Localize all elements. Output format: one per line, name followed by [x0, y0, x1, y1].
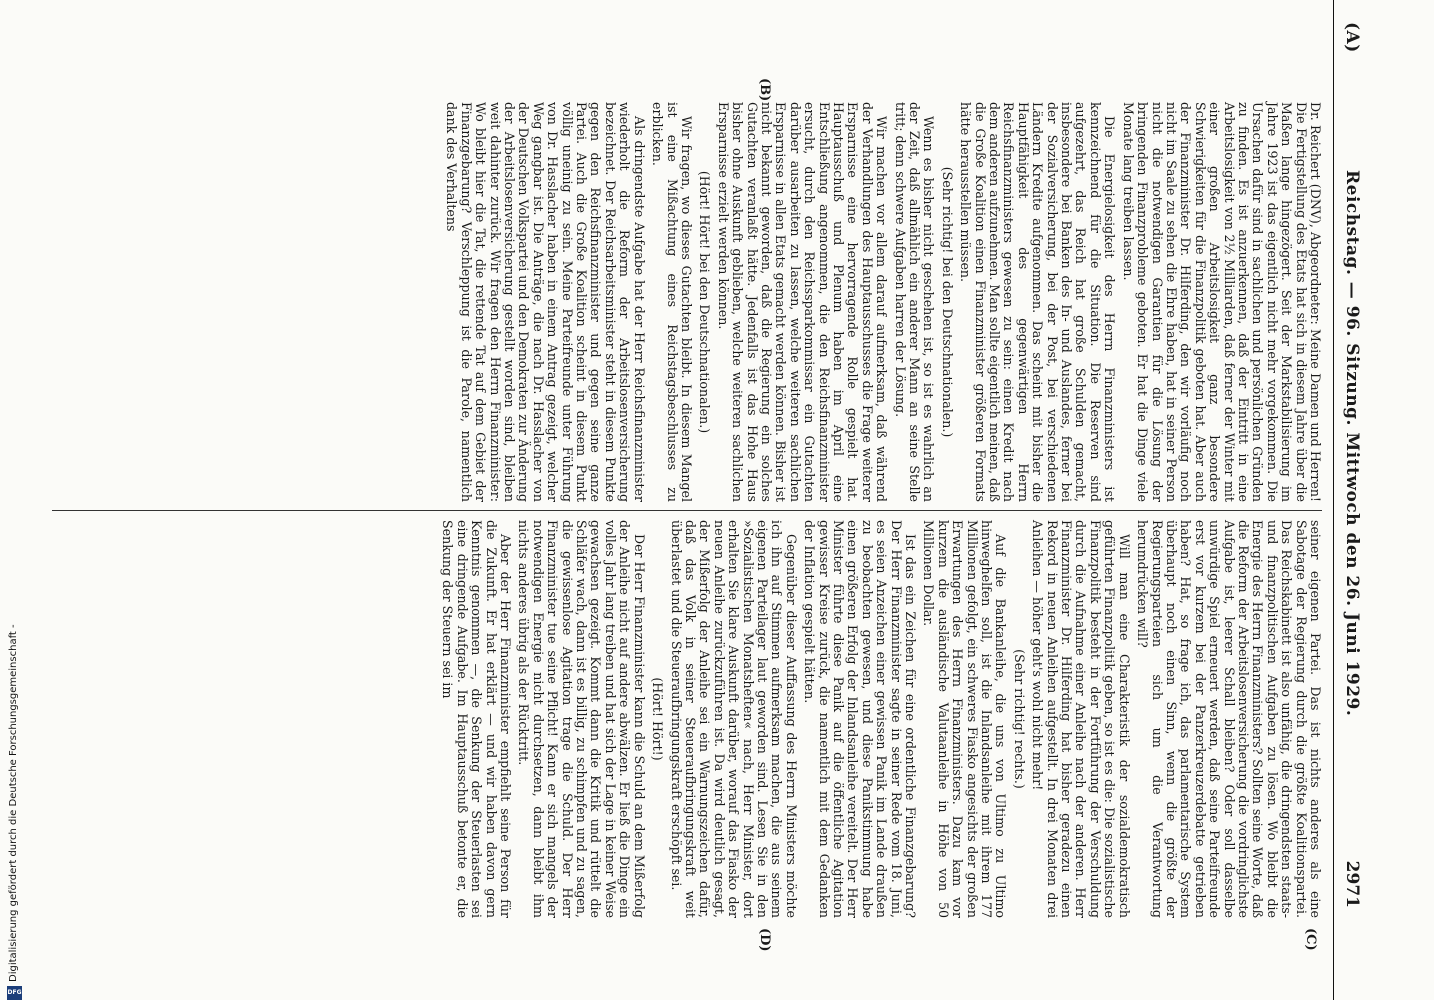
paragraph: seiner eigenen Partei. Das ist nichts anderes als eine Sabotage der Regierung durch die größte Koalitionspartei. Das Reichskabinett ist also unfähig, die dringendsten staats- und finanzpolitischen Aufgaben zu lösen. Wo bleibt die Energie des Herrn Finanzministers? Sollten seine Worte, daß die Reform der Arbeitslosenversicherung die vordringlichste Aufgabe ist, leerer Schall bleiben? Oder soll dasselbe unwürdige Spiel erneuert werden, daß seine Parteifreunde erst vor kurzem bei der Panzerkreuzerdebatte getrieben haben? Hat, so frage ich, das parlamentarische System überhaupt noch einen Sinn, wenn die größte der Regierungsparteien sich um die Verantwortung herumdrücken will?	[1135, 520, 1323, 918]
credit-text: Digitalisierung gefördert durch die Deutsche Forschungsgemeinschaft -	[8, 624, 19, 982]
page-title: Reichstag. — 96. Sitzung. Mittwoch den 26. Juni 1929.	[1342, 170, 1362, 717]
margin-marker-d: (D)	[757, 928, 772, 952]
left-column	[440, 102, 1322, 502]
interjection: (Hört! Hört!)	[650, 677, 666, 761]
paragraph: Will man eine Charakteristik der sozialdemokratisch geführten Finanzpolitik geben, so ist es die: Die sozialistische Finanzpolitik besteht in der Fortführung der Verschuldung durch die Aufnahme einer Anleihe nach der anderen. Herr Finanzminister Dr. Hilferding hat bisher geradezu einen Rekord in neuen Anleihen aufgestellt. In drei Monaten drei Anleihen — höher geht's wohl nicht mehr!	[1030, 520, 1132, 918]
right-column	[436, 520, 1322, 918]
paragraph: Wir machen vor allem darauf aufmerksam, daß während der Verhandlungen des Hauptausschusses die Frage weiterer Ersparnisse eine hervorragende Rolle gespielt hat. Hauptausschuß und Plenum haben im April eine Entschließung angenommen, die den Reichsfinanzminister ersucht, durch den Reichssparkommissar ein Gutachten darüber ausarbeiten zu lassen, welche weiteren sachlichen Ersparnisse in allen Etats gemacht werden können. Bisher ist nicht bekannt geworden, daß die Regierung ein solches Gutachten veranlaßt hätte. Jedenfalls ist das Hohe Haus bisher ohne Auskunft geblieben, welche weiteren sachlichen Ersparnisse erzielt werden können.	[715, 102, 890, 502]
paragraph: Der Herr Finanzminister kann die Schuld an dem Mißerfolg der Anleihe nicht auf andere abwälzen. Er ließ die Dinge ein volles Jahr lang treiben und hat sich der Lage in keiner Weise gewachsen gezeigt. Kommt dann die Kritik und rüttelt die Schläfer wach, dann ist es billig, zu schimpfen und zu sagen, die gewissenlose Agitation trage die Schuld. Der Herr Finanzminister tue seine Pflicht! Kann er sich mangels der notwendigen Energie nicht durchsetzen, dann bleibt ihm nichts anderes übrig als der Rücktritt.	[516, 520, 647, 918]
interjection: (Sehr richtig! rechts.)	[1011, 649, 1027, 789]
paragraph: Dr. Reichert (DNV), Abgeordneter: Meine Damen und Herren! Die Fertigstellung des Etats hat sich in diesem Jahre über die Maßen lange hingezögert. Seit der Markstabilisierung im Jahre 1923 ist das eigentlich nicht mehr vorgekommen. Die Ursachen dafür sind in sachlichen und persönlichen Gründen zu finden. Es ist anzuerkennen, daß der Eintritt in eine Arbeitslosigkeit von 2½ Milliarden, daß ferner der Winter mit einer großen Arbeitslosigkeit ganz besondere Schwierigkeiten für die Finanzpolitik geboten hat. Aber auch der Finanzminister Dr. Hilferding, den wir vorläufig noch nicht im Saale zu sehen die Ehre haben, hat in seiner Person nicht die notwendigen Garantien für die Lösung der bringenden Finanzprobleme geboten. Er hat die Dinge viele Monate lang treiben lassen.	[1120, 102, 1323, 502]
paragraph: Als dringendste Aufgabe hat der Herr Reichsfinanzminister wiederholt die Reform der Arbeitslosenversicherung bezeichnet. Der Reichsarbeitsminister steht in diesem Punkte gegen den Reichsfinanzminister und gegen seine ganze Partei. Auch die Große Koalition scheint in diesem Punkt völlig uneinig zu sein. Meine Parteifreunde unter Führung von Dr. Hasslacher haben in einem Antrag gezeigt, welcher Weg gangbar ist. Die Anträge, die nach Dr. Hasslacher von der Deutschen Volkspartei und den Demokraten zur Änderung der Arbeitslosenversicherung gestellt worden sind, bleiben weit dahinter zurück. Wir fragen den Herrn Finanzminister: Wo bleibt hier die Tat, die rettende Tat auf dem Gebiet der Finanzgebarung? Verschleppung ist die Parole, namentlich dank des Verhaltens	[444, 102, 647, 502]
digitization-credit	[6, 612, 24, 1000]
interjection: (Hört! Hört! bei den Deutschnationalen.)	[697, 170, 713, 434]
paragraph: Gegenüber dieser Auffassung des Herrn Ministers möchte ich ihn auf Stimmen aufmerksam machen, die aus seinem eigenen Parteilager laut geworden sind. Lesen Sie in den »Sozialistischen Monatsheften« nach, Herr Minister, dort erhalten Sie klare Auskunft darüber, worauf das Fiasko der neuen Anleihe zurückzuführen ist. Da wird deutlich gesagt, der Mißerfolg der Anleihe sei ein Warnungszeichen dafür, daß das Volk in seiner Steueraufbringungskraft weit überlastet und die Steueraufbringungskraft erschöpft sei.	[668, 520, 799, 918]
dfg-logo-icon: DFG	[7, 986, 22, 1000]
paragraph: Die Energielosigkeit des Herrn Finanzministers ist kennzeichnend für die Situation. Die Reserven sind aufgezehrt, das Reich hat große Schulden gemacht, insbesondere bei Banken des In- und Auslandes, ferner bei der Sozialversicherung, bei der Post, bei verschiedenen Ländern Kredite aufgenommen. Das scheint mit bisher die Hauptfähigkeit des gegenwärtigen Herrn Reichsfinanzministers gewesen zu sein: einen Kredit nach dem anderen aufzunehmen. Man sollte eigentlich meinen, daß die Große Koalition einen Finanzminister größeren Formats hätte herausstellen müssen.	[958, 102, 1118, 503]
paragraph: Ist das ein Zeichen für eine ordentliche Finanzgebarung? Der Herr Finanzminister sagte in seiner Rede vom 18. Juni, es seien Anzeichen einer gewissen Panik im Lande draußen zu beobachten gewesen, und diese Panikstimmung habe einen größeren Erfolg der Inlandsanleihe vereitelt. Der Herr Minister führte diese Panik auf die öffentliche Agitation gewisser Kreise zurück, die namentlich mit dem Gedanken der Inflation gespielt hätten.	[802, 520, 919, 918]
paragraph: Auf die Bankanleihe, die uns von Ultimo zu Ultimo hinweghelfen soll, ist die Inlandsanleihe mit ihrem 177 Millionen gefolgt, ein schweres Fiasko angesichts der großen Erwartungen des Herrn Finanzministers. Dazu kam vor kurzem die ausländische Valutaanleihe in Höhe von 50 Millionen Dollar.	[921, 520, 1009, 918]
paragraph: Wir fragen, wo dieses Gutachten bleibt. In diesem Mangel ist eine Mißachtung eines Reichstagsbeschlusses zu erblicken.	[650, 102, 694, 502]
column-divider	[52, 510, 1322, 511]
page-number: 2971	[1342, 860, 1362, 908]
paragraph: Wenn es bisher nicht geschehen ist, so ist es wahrlich an der Zeit, daß allmählich ein anderer Mann an seine Stelle tritt; denn schwere Aufgaben harren der Lösung.	[892, 102, 937, 502]
margin-marker-b: (B)	[757, 78, 772, 102]
paragraph: Aber der Herr Finanzminister empfiehlt seine Person für die Zukunft. Er hat erklärt — und wir haben davon gern Kenntnis genommen —, die Senkung der Steuerlasten sei eine dringende Aufgabe. Im Hauptausschuß betonte er, die Senkung der Steuern sei im	[440, 520, 514, 918]
margin-marker-c: (C)	[1303, 928, 1318, 951]
margin-marker-a: (A)	[1342, 22, 1362, 53]
page-header	[1333, 0, 1364, 1000]
interjection: (Sehr richtig! bei den Deutschnationalen.)	[939, 166, 955, 438]
